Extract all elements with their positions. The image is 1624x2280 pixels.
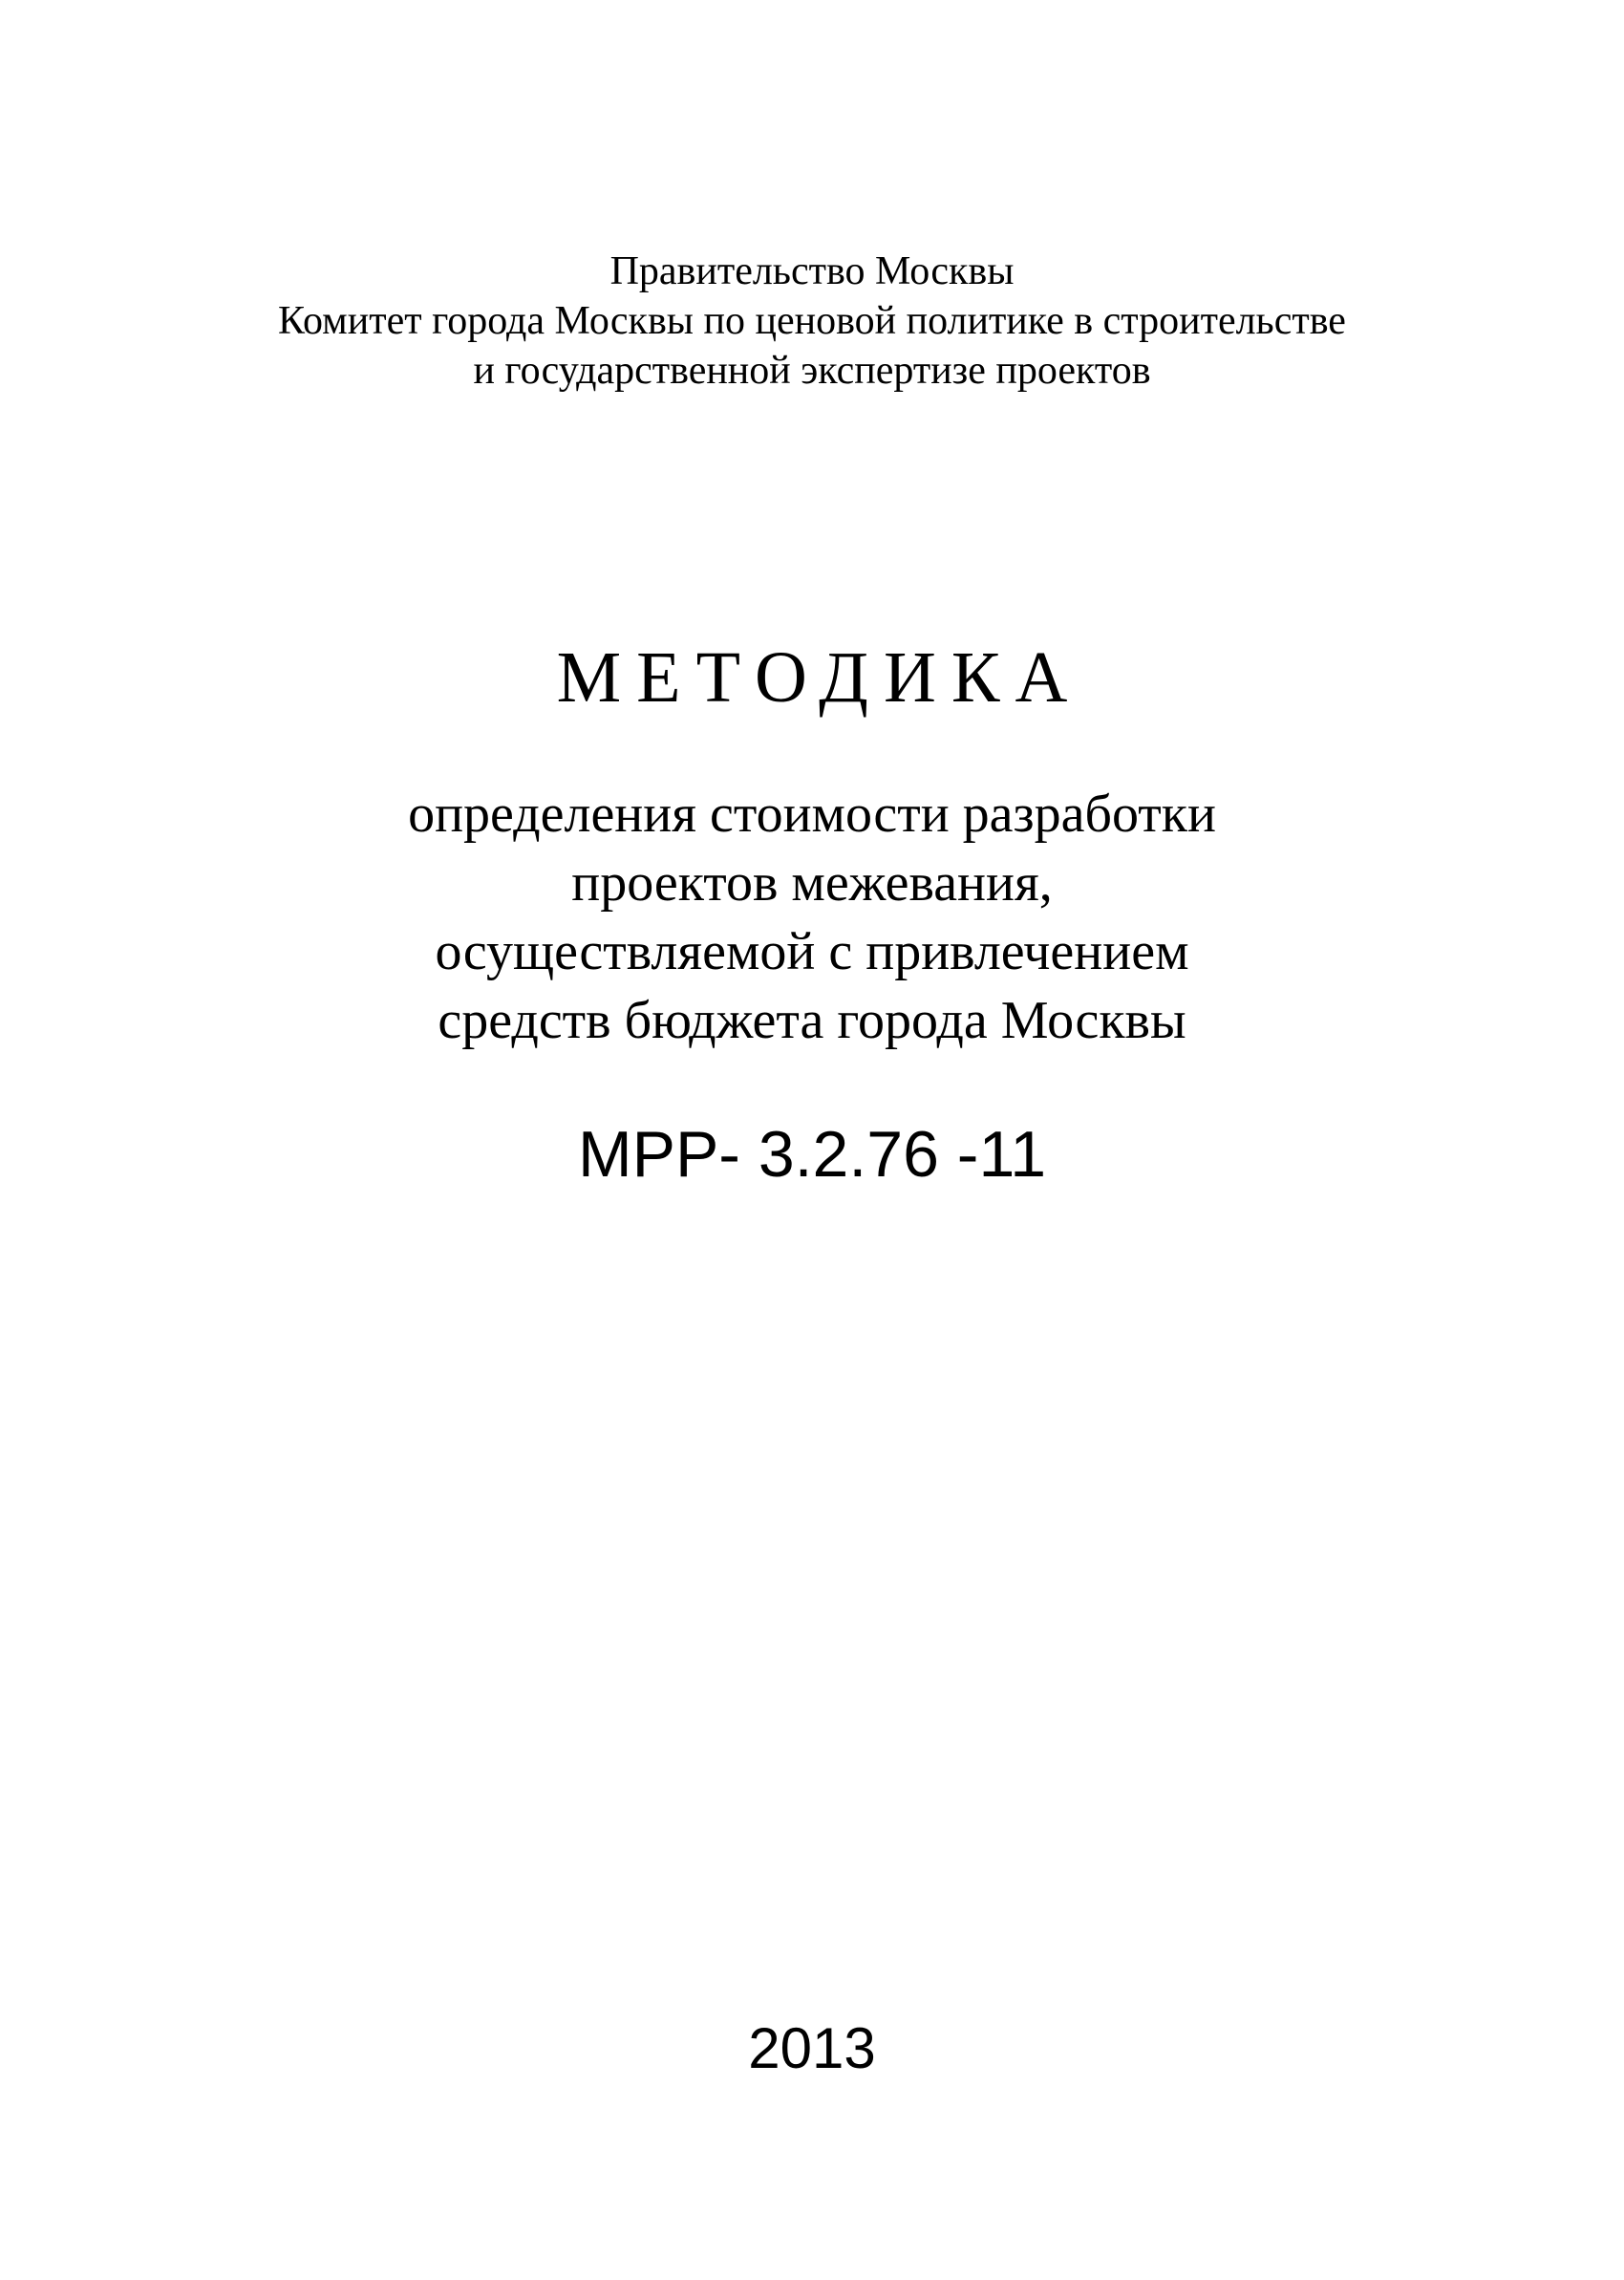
subtitle-line-4: средств бюджета города Москвы — [438, 991, 1186, 1050]
document-title: МЕТОДИКА — [556, 637, 1083, 718]
document-year: 2013 — [748, 2016, 876, 2080]
header-government: Правительство Москвы — [609, 249, 1015, 293]
subtitle-line-3: осуществляемой с привлечением — [435, 922, 1189, 981]
document-code: МРР- 3.2.76 -11 — [577, 1118, 1047, 1191]
subtitle-line-1: определения стоимости разработки — [408, 785, 1216, 844]
header-committee: Комитет города Москвы по ценовой политике в строительстве — [278, 299, 1346, 343]
subtitle-line-2: проектов межевания, — [571, 853, 1053, 913]
header-committee-cont: и государственной экспертизе проектов — [473, 349, 1151, 393]
